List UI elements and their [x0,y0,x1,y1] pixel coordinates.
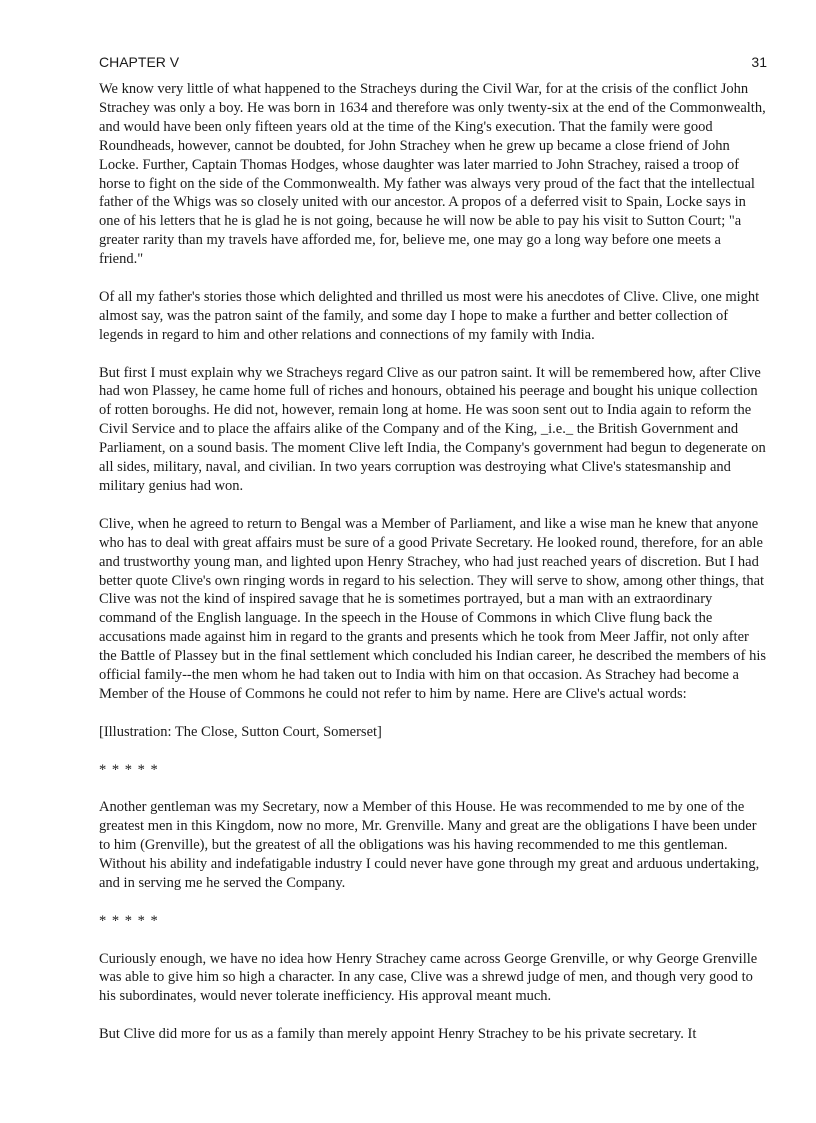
section-separator: * * * * * [99,761,159,778]
paragraph-continuation: But Clive did more for us as a family than merely appoint Henry Strachey to be his private secretary. It [99,1026,697,1043]
paragraph-private-secretary: Clive, when he agreed to return to Bengal was a Member of Parliament, and like a wise man he knew that anyone who has to deal with great affairs must be sure of a good Private Secretary. He looked round, therefore, for an able and trustworthy young man, and lighted upon Henry Strachey, who had just reached years of discretion. But I had better quote Clive's own ringing words in regard to his selection. They will serve to show, among other things, that Clive was not the kind of inspired savage that he is sometimes portrayed, but a man with an extraordinary command of the English language. In the speech in the House of Commons in which Clive flung back the accusations made against him in regard to the grants and presents which he took from Meer Jaffir, not only after the Battle of Plassey but in the final settlement which concluded his Indian career, he described the members of his official family--the men whom he had taken out to India with him on that occasion. As Strachey had become a Member of the House of Commons he could not refer to him by name. Here are Clive's actual words: [99,515,767,702]
body-text [99,80,767,1063]
page-number: 31 [751,54,767,70]
chapter-heading: CHAPTER V [99,54,180,70]
paragraph-civil-war: We know very little of what happened to the Stracheys during the Civil War, for at the crisis of the conflict John Strachey was only a boy. He was born in 1634 and therefore was only twenty-six at the end of the Commonwealth, and would have been only fifteen years old at the time of the King's execution. That the family were good Roundheads, however, cannot be doubted, for John Strachey when he grew up became a close friend of John Locke. Further, Captain Thomas Hodges, whose daughter was later married to John Strachey, raised a troop of horse to fight on the side of the Commonwealth. My father was always very proud of the fact that the intellectual father of the Whigs was so closely united with our ancestor. A propos of a deferred visit to Spain, Locke says in one of his letters that he is glad he is not going, because he will now be able to pay his visit to Sutton Court; "a greater rarity than my travels have afforded me, for, believe me, one may go a long way before one meets a friend." [99,81,766,268]
paragraph-clive-anecdotes: Of all my father's stories those which delighted and thrilled us most were his anecdotes of Clive. Clive, one might almost say, was the patron saint of the family, and some day I hope to make a further and better collection of legends in regard to him and other relations and connections of my family with India. [99,288,760,343]
running-header [99,53,767,71]
paragraph-patron-saint: But first I must explain why we Stracheys regard Clive as our patron saint. It will be remembered how, after Clive had won Plassey, he came home full of riches and honours, obtained his peerage and bought his unique collection of rotten boroughs. He did not, however, remain long at home. He was soon sent out to India again to reform the Civil Service and to place the affairs alike of the Company and of the King, _i.e._ the British Government and Parliament, on a sound basis. The moment Clive left India, the Company's government had begun to degenerate on all sides, military, naval, and civilian. In two years corruption was destroying what Clive's statesmanship and military genius had won. [99,364,766,494]
illustration-caption: [Illustration: The Close, Sutton Court, Somerset] [99,723,382,740]
section-separator: * * * * * [99,912,159,929]
quotation-clive-speech: Another gentleman was my Secretary, now a Member of this House. He was recommended to me by one of the greatest men in this Kingdom, now no more, Mr. Grenville. Many and great are the obligations I have been under to him (Grenville), but the greatest of all the obligations was his having recommended to me this gentleman. Without his ability and indefatigable industry I could never have gone through my great and arduous undertaking, and in serving me he served the Company. [99,799,760,891]
paragraph-grenville: Curiously enough, we have no idea how Henry Strachey came across George Grenville, or why George Grenville was able to give him so high a character. In any case, Clive was a shrewd judge of men, and though very good to his subordinates, would never tolerate inefficiency. His approval meant much. [99,950,758,1005]
